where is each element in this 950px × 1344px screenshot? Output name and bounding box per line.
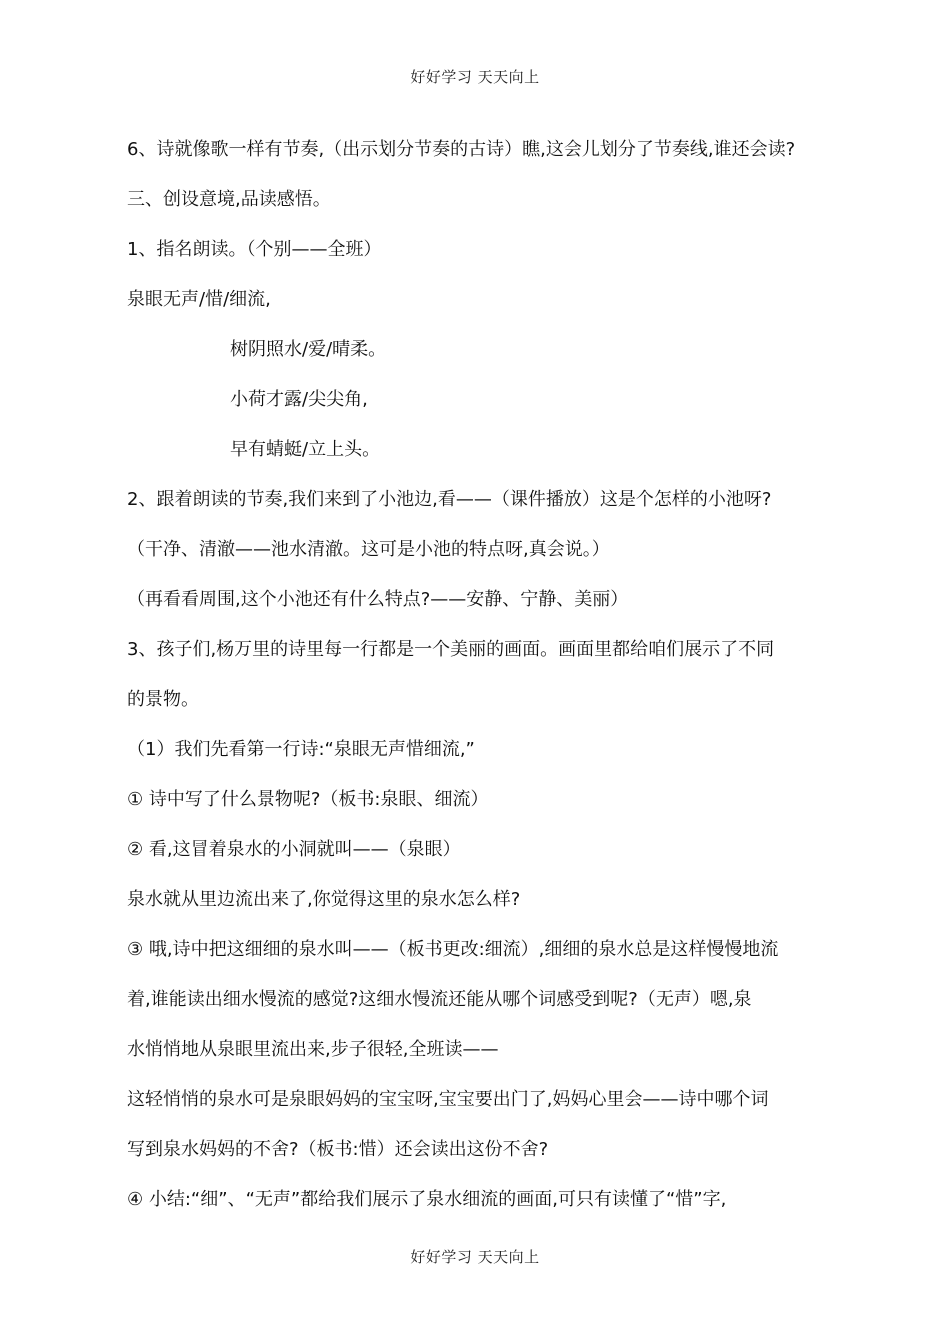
- document-body: [127, 134, 839, 1234]
- paragraph-line: 1、指名朗读。（个别——全班）: [127, 239, 382, 260]
- poem-line: 早有蜻蜓/立上头。: [230, 439, 381, 460]
- paragraph-line: ③ 哦,诗中把这细细的泉水叫——（板书更改:细流）,细细的泉水总是这样慢慢地流: [127, 939, 779, 960]
- paragraph-line: 6、诗就像歌一样有节奏,（出示划分节奏的古诗）瞧,这会儿划分了节奏线,谁还会读?: [127, 139, 796, 160]
- paragraph-line: 2、跟着朗读的节奏,我们来到了小池边,看——（课件播放）这是个怎样的小池呀?: [127, 489, 772, 510]
- paragraph-line: （再看看周围,这个小池还有什么特点?——安静、宁静、美丽）: [127, 589, 629, 610]
- poem-line: 树阴照水/爱/晴柔。: [230, 339, 387, 360]
- paragraph-line: 这轻悄悄的泉水可是泉眼妈妈的宝宝呀,宝宝要出门了,妈妈心里会——诗中哪个词: [127, 1089, 769, 1110]
- paragraph-line: ④ 小结:“细”、“无声”都给我们展示了泉水细流的画面,可只有读懂了“惜”字,: [127, 1189, 727, 1210]
- section-heading: 三、创设意境,品读感悟。: [127, 189, 331, 210]
- page-footer: 好好学习 天天向上: [410, 1248, 540, 1266]
- paragraph-line: 写到泉水妈妈的不舍?（板书:惜）还会读出这份不舍?: [127, 1139, 549, 1160]
- paragraph-line: （干净、清澈——池水清澈。这可是小池的特点呀,真会说。）: [127, 539, 610, 560]
- paragraph-line: （1）我们先看第一行诗:“泉眼无声惜细流,”: [127, 739, 475, 760]
- paragraph-line: 着,谁能读出细水慢流的感觉?这细水慢流还能从哪个词感受到呢?（无声）嗯,泉: [127, 989, 752, 1010]
- paragraph-line: 泉水就从里边流出来了,你觉得这里的泉水怎么样?: [127, 889, 521, 910]
- paragraph-line: 水悄悄地从泉眼里流出来,步子很轻,全班读——: [127, 1039, 499, 1060]
- poem-line: 泉眼无声/惜/细流,: [127, 289, 271, 310]
- poem-line: 小荷才露/尖尖角,: [230, 389, 368, 410]
- paragraph-line: ① 诗中写了什么景物呢?（板书:泉眼、细流）: [127, 789, 489, 810]
- paragraph-line: 3、孩子们,杨万里的诗里每一行都是一个美丽的画面。画面里都给咱们展示了不同: [127, 639, 775, 660]
- paragraph-line: 的景物。: [127, 689, 199, 710]
- page-header: 好好学习 天天向上: [410, 68, 540, 86]
- paragraph-line: ② 看,这冒着泉水的小洞就叫——（泉眼）: [127, 839, 461, 860]
